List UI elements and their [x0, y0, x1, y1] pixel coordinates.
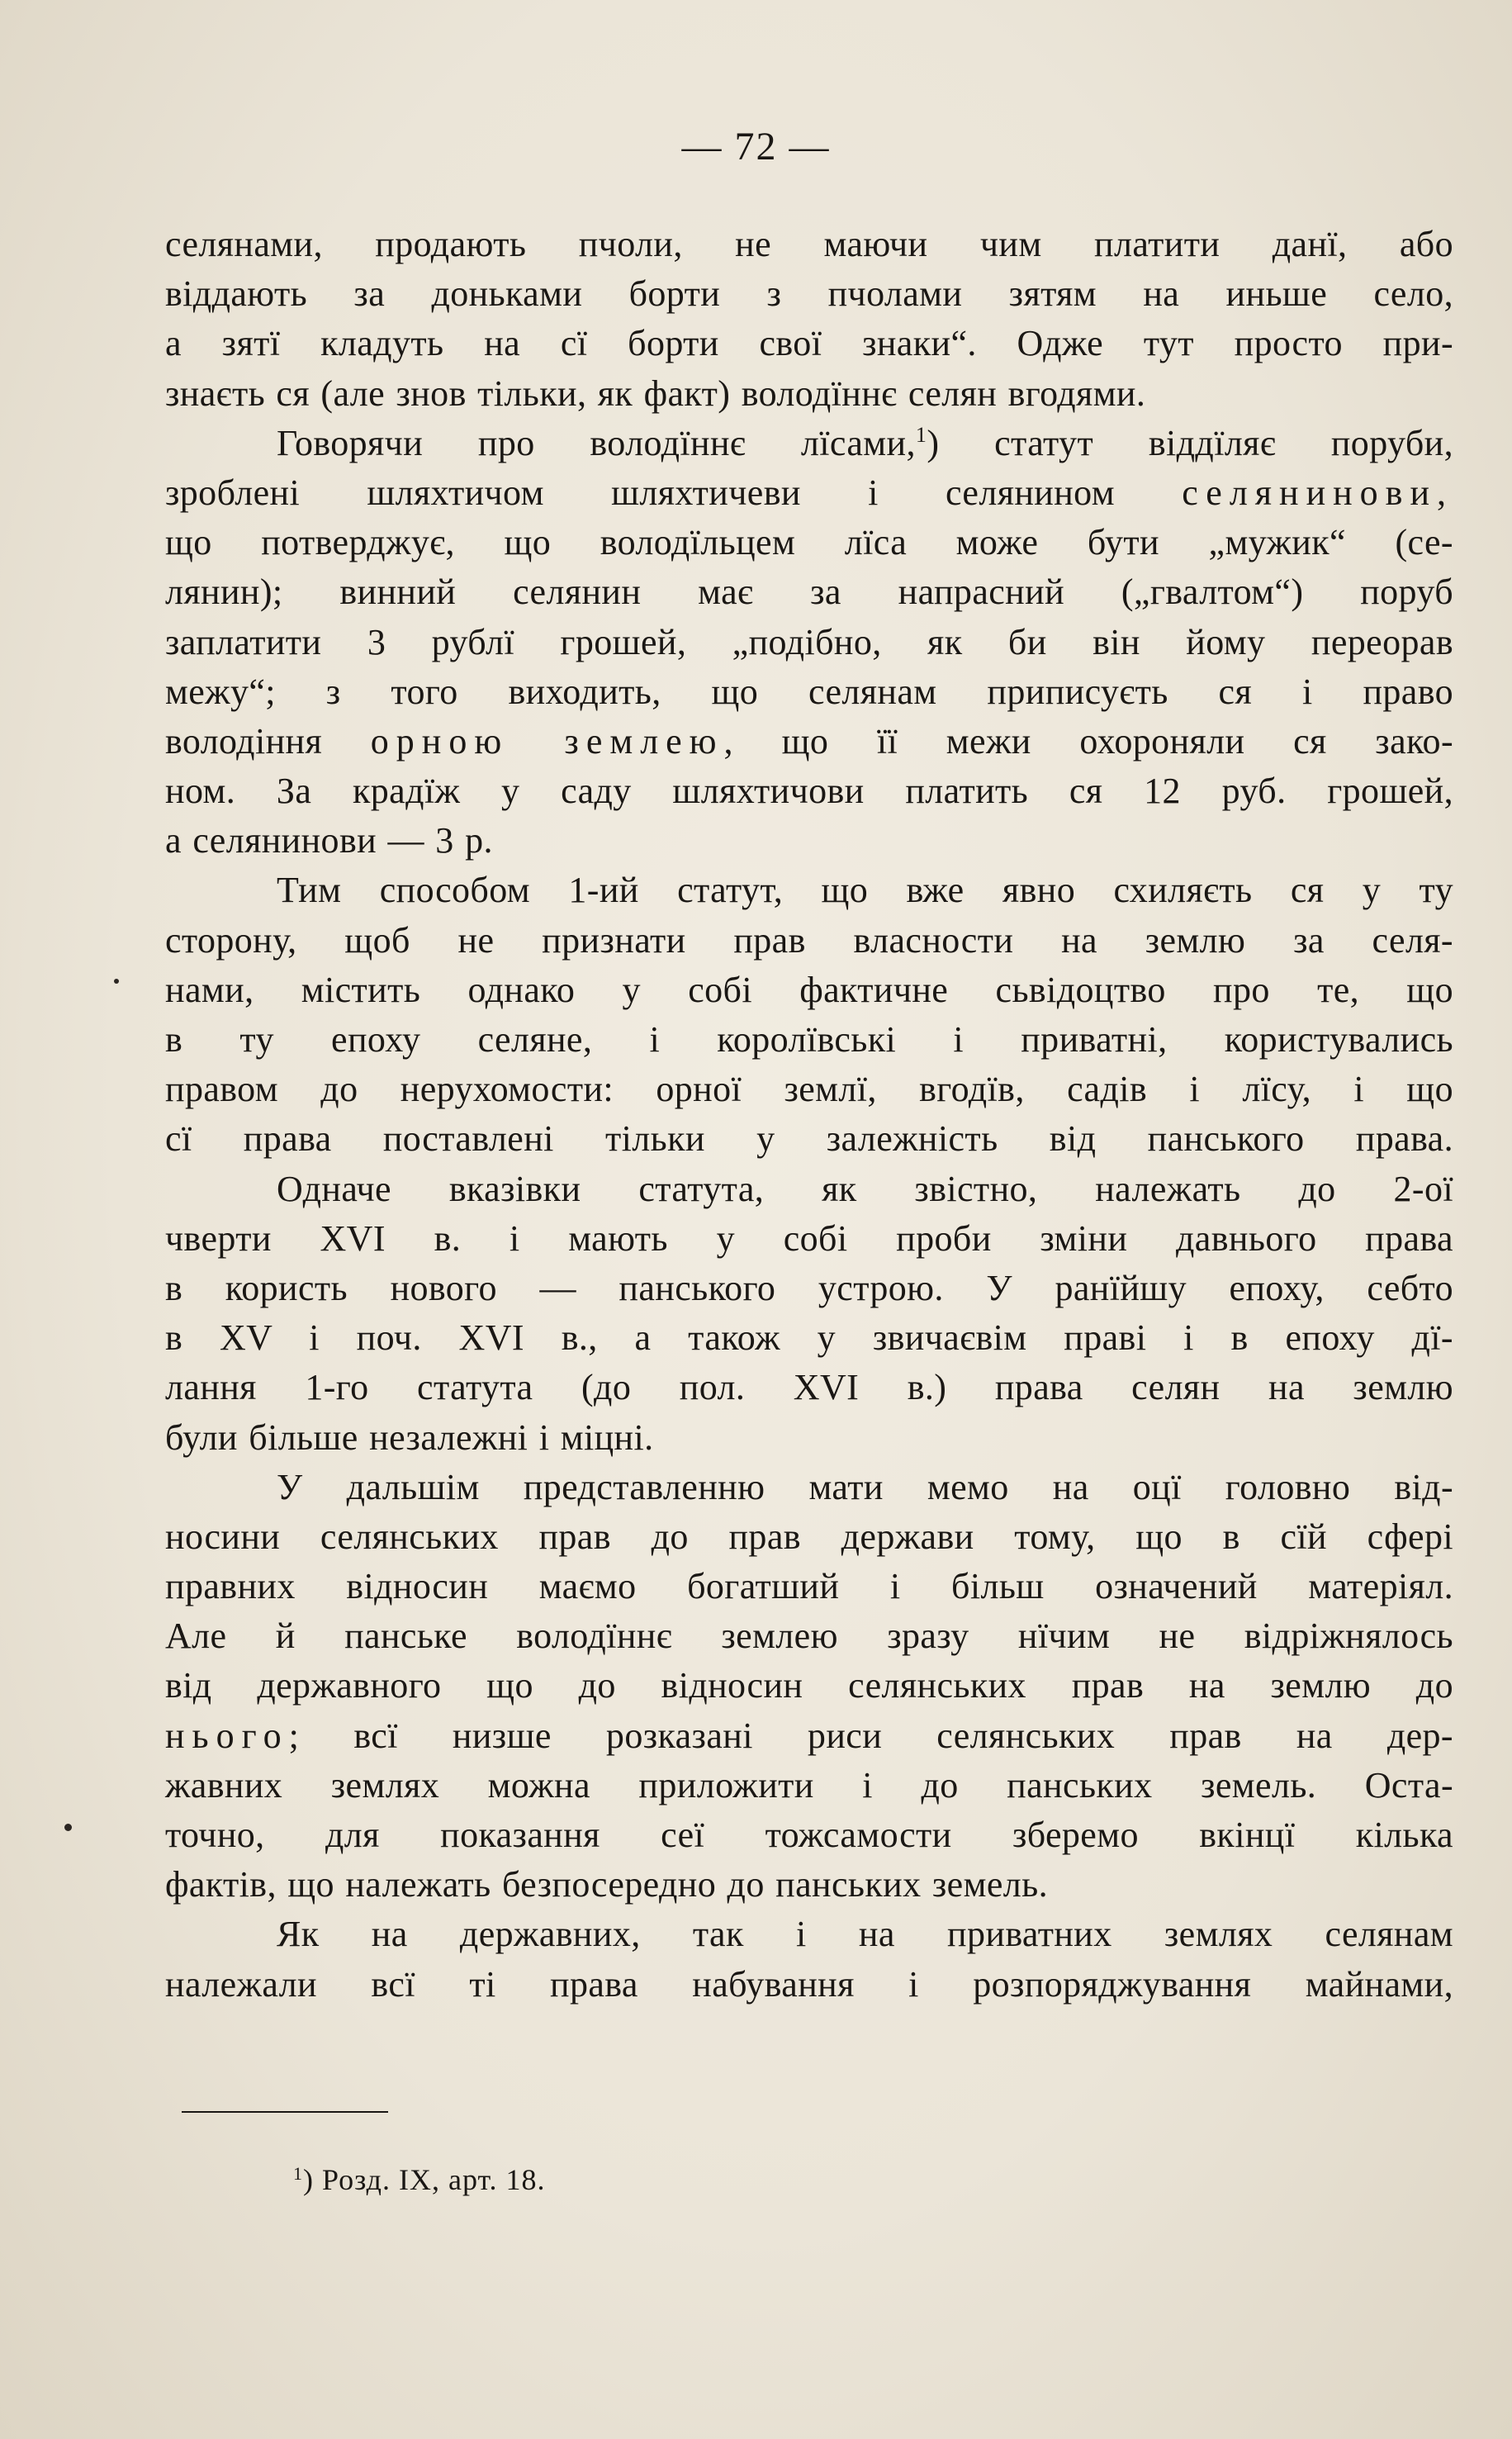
- spaced-emphasis: селянинови,: [1182, 472, 1453, 513]
- text-line: лянин); винний селянин має за напрасний („гвалтом“) поруб: [165, 572, 1453, 613]
- text-line: Одначе вказівки статута, як звістно, належать до 2-ої: [277, 1168, 1453, 1209]
- footnote-marker: 1: [293, 2163, 303, 2184]
- text-line: чверти XVI в. і мають у собі проби зміни давнього права: [165, 1217, 1453, 1259]
- text-line: а зятї кладуть на сї борти свої знаки“. Одже тут просто при-: [165, 323, 1453, 364]
- page-number: — 72 —: [681, 125, 831, 168]
- text-span: ) статут віддїляє поруби,: [927, 422, 1453, 463]
- text-line: лання 1-го статута (до пол. XVI в.) права селян на землю: [165, 1367, 1453, 1408]
- text-line: нами, містить однако у собі фактичне сьвідоцтво про те, що: [165, 969, 1453, 1010]
- text-line: сторону, щоб не признати прав власности на землю за селя-: [165, 919, 1453, 961]
- text-span: володіння: [165, 720, 323, 762]
- text-line: Тим способом 1-ий статут, що вже явно схиляєть ся у ту: [277, 870, 1453, 911]
- text-line: ном. За крадїж у саду шляхтичови платить ся 12 руб. грошей,: [165, 771, 1453, 812]
- text-line: віддають за доньками борти з пчолами зятям на иньше село,: [165, 273, 1453, 315]
- text-line: а селянинови — 3 р.: [165, 820, 493, 861]
- footnote-reference: 1: [915, 422, 927, 447]
- spaced-emphasis: орною землею: [370, 720, 724, 762]
- text-line: сї права поставлені тільки у залежність від панського права.: [165, 1118, 1453, 1160]
- text-line: від державного що до відносин селянських прав на землю до: [165, 1665, 1453, 1706]
- text-line: що потверджує, що володїльцем лїса може бути „мужик“ (се-: [165, 522, 1453, 563]
- text-line: жавних землях можна приложити і до панських земель. Оста-: [165, 1764, 1453, 1806]
- text-span: зроблені шляхтичом шляхтичеви і селянином: [165, 472, 1115, 513]
- spaced-emphasis: нього: [165, 1715, 289, 1756]
- text-span: Говорячи про володїннє лїсами,: [277, 422, 916, 463]
- text-line: фактів, що належать безпосередно до панських земель.: [165, 1864, 1048, 1905]
- text-span: ; всї низше розказані риси селянських прав на дер-: [288, 1715, 1453, 1756]
- text-line: правних відносин маємо богатший і більш означений матеріял.: [165, 1566, 1453, 1607]
- text-line: в XV і поч. XVI в., а також у звичаєвім праві і в епоху дї-: [165, 1317, 1453, 1359]
- text-line: носини селянських прав до прав держави тому, що в сїй сфері: [165, 1516, 1453, 1557]
- footnote: [293, 2162, 546, 2197]
- text-line: [165, 717, 1453, 766]
- text-line: в ту епоху селяне, і королївські і приватні, користувались: [165, 1019, 1453, 1060]
- footnote-divider: [182, 2111, 388, 2113]
- text-line: в користь нового — панського устрою. У ранїйшу епоху, себто: [165, 1267, 1453, 1308]
- text-line: були більше незалежні і міцні.: [165, 1416, 654, 1458]
- text-line: [165, 419, 1453, 468]
- text-line: знаєть ся (але знов тільки, як факт) володїннє селян вгодями.: [165, 372, 1146, 414]
- text-line: [165, 1711, 1453, 1761]
- text-line: заплатити 3 рублї грошей, „подібно, як би він йому переорав: [165, 621, 1453, 662]
- body-text: [165, 220, 1453, 2010]
- text-span: , що її межи охороняли ся зако-: [723, 720, 1453, 762]
- text-line: належали всї ті права набування і розпоряджування майнами,: [165, 1963, 1453, 2005]
- footnote-text: ) Розд. IX, арт. 18.: [303, 2163, 546, 2196]
- text-line: межу“; з того виходить, що селянам приписуєть ся і право: [165, 671, 1453, 712]
- text-line: [165, 468, 1453, 518]
- ink-speck: [64, 1824, 72, 1831]
- text-line: правом до нерухомости: орної землї, вгодїв, садів і лїсу, і що: [165, 1069, 1453, 1110]
- text-line: селянами, продають пчоли, не маючи чим платити данї, або: [165, 224, 1453, 264]
- ink-speck: [114, 979, 119, 984]
- text-line: точно, для показання сеї тожсамости зберемо вкінцї кілька: [165, 1815, 1453, 1855]
- text-line: У дальшім представленню мати мемо на оцї головно від-: [277, 1466, 1453, 1507]
- text-line: Але й панське володїннє землею зразу нїчим не відріжнялось: [165, 1616, 1453, 1657]
- text-line: Як на державних, так і на приватних землях селянам: [277, 1914, 1453, 1955]
